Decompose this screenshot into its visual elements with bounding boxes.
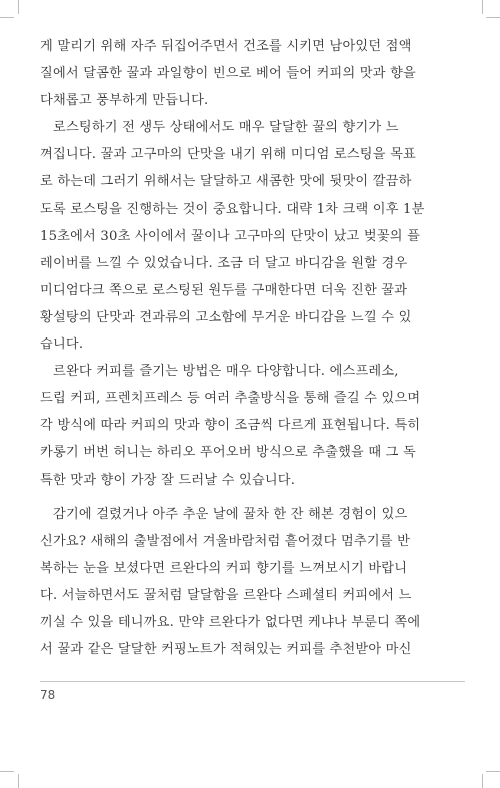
text-line: 도록 로스팅을 진행하는 것이 중요합니다. 대략 1차 크랙 이후 1분 xyxy=(40,201,425,217)
text-line: 카롱기 버번 허니는 하리오 푸어오버 방식으로 추출했을 때 그 독 xyxy=(40,445,416,461)
text-line: 껴집니다. 꿀과 고구마의 단맛을 내기 위해 미디엄 로스팅을 목표 xyxy=(40,147,416,163)
crop-mark-bottom-right xyxy=(482,774,483,788)
paragraph-1 xyxy=(40,33,465,114)
text-line: 로 하는데 그러기 위해서는 달달하고 새콤한 맛에 뒷맛이 깔끔하 xyxy=(40,174,412,190)
crop-mark-top-left xyxy=(18,0,19,14)
crop-mark-bottom-left xyxy=(18,774,19,788)
text-line: 습니다. xyxy=(40,337,84,353)
crop-mark-bottom-left-h xyxy=(0,771,14,772)
footer-divider xyxy=(40,681,465,682)
crop-mark-top-right-h xyxy=(486,17,500,18)
text-line: 다채롭고 풍부하게 만듭니다. xyxy=(40,93,209,109)
text-line: 각 방식에 따라 커피의 맛과 향이 조금씩 다르게 표현됩니다. 특히 xyxy=(40,418,421,434)
text-line: 감기에 걸렸거나 아주 추운 날에 꿀차 한 잔 해본 경험이 있으 xyxy=(53,506,408,522)
text-line: 로스팅하기 전 생두 상태에서도 매우 달달한 꿀의 향기가 느 xyxy=(53,120,399,136)
text-line: 복하는 눈을 보셨다면 르완다의 커피 향기를 느껴보시기 바랍니 xyxy=(40,560,408,576)
crop-mark-bottom-right-h xyxy=(486,771,500,772)
text-line: 드립 커피, 프렌치프레스 등 여러 추출방식을 통해 즐길 수 있으며 xyxy=(40,391,421,407)
text-line: 질에서 달콤한 꿀과 과일향이 빈으로 베어 들어 커피의 맛과 향을 xyxy=(40,66,416,82)
page-number: 78 xyxy=(40,688,56,702)
crop-mark-top-right xyxy=(482,0,483,14)
text-line: 황설탕의 단맛과 견과류의 고소함에 무거운 바디감을 느낄 수 있 xyxy=(40,309,412,325)
text-line: 미디엄다크 쪽으로 로스팅된 원두를 구매한다면 더욱 진한 꿀과 xyxy=(40,282,408,298)
text-line: 특한 맛과 향이 가장 잘 드러날 수 있습니다. xyxy=(40,472,296,488)
text-line: 서 꿀과 같은 달달한 커핑노트가 적혀있는 커피를 추천받아 마신 xyxy=(40,642,412,658)
paragraph-4 xyxy=(40,501,465,664)
body-text xyxy=(40,33,465,663)
paragraph-2 xyxy=(40,114,465,358)
text-line: 신가요? 새해의 출발점에서 겨울바람처럼 흩어졌다 멈추기를 반 xyxy=(40,533,411,549)
text-line: 다. 서늘하면서도 꿀처럼 달달함을 르완다 스페셜티 커피에서 느 xyxy=(40,587,412,603)
text-line: 15초에서 30초 사이에서 꿀이나 고구마의 단맛이 났고 벚꽃의 플 xyxy=(40,228,421,244)
text-line: 르완다 커피를 즐기는 방법은 매우 다양합니다. 에스프레소, xyxy=(53,364,399,380)
text-line: 게 말리기 위해 자주 뒤집어주면서 건조를 시키면 남아있던 점액 xyxy=(40,39,412,54)
crop-mark-top-left-h xyxy=(0,17,14,18)
text-line: 끼실 수 있을 테니까요. 만약 르완다가 없다면 케냐나 부룬디 쪽에 xyxy=(40,614,421,630)
paragraph-3 xyxy=(40,358,465,493)
text-line: 레이버를 느낄 수 있었습니다. 조금 더 달고 바디감을 원할 경우 xyxy=(40,255,408,271)
